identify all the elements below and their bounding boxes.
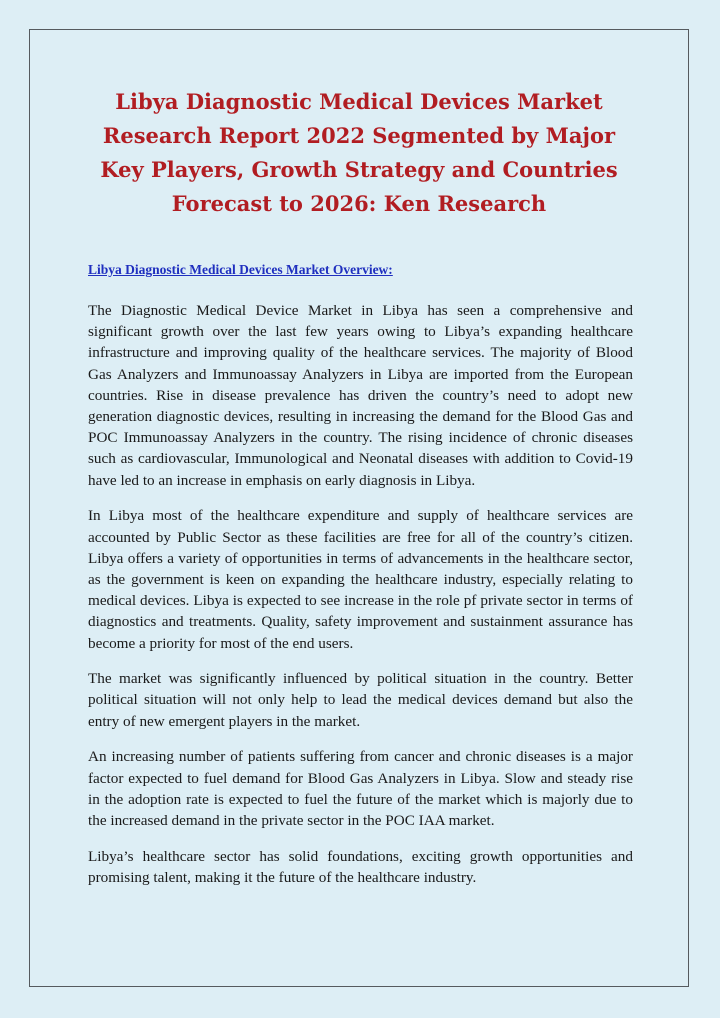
document-title: Libya Diagnostic Medical Devices Market Research Report 2022 Segmented by Major Key Players, Growth Strategy and Countries Forecast to 2026: Ken Research xyxy=(100,89,618,216)
paragraph: In Libya most of the healthcare expenditure and supply of healthcare services are accounted by Public Sector as these facilities are free for all of the country’s citizen. Libya offers a variety of opportunities in terms of advancements in the healthcare sector, as the government is keen on expanding the healthcare industry, especially relating to medical devices. Libya is expected to see increase in the role pf private sector in terms of diagnostics and treatments. Quality, safety improvement and sustainment assurance has become a priority for most of the end users. xyxy=(88,507,633,652)
paragraph: The market was significantly influenced by political situation in the country. Better political situation will not only help to lead the medical devices demand but also the entry of new emergent players in the market. xyxy=(88,670,633,730)
paragraph: Libya’s healthcare sector has solid foundations, exciting growth opportunities and promising talent, making it the future of the healthcare industry. xyxy=(88,847,633,886)
paragraph: An increasing number of patients suffering from cancer and chronic diseases is a major factor expected to fuel demand for Blood Gas Analyzers in Libya. Slow and steady rise in the adoption rate is expected to fuel the future of the market which is majorly due to the increased demand in the private sector in the POC IAA market. xyxy=(88,748,633,829)
paragraph: The Diagnostic Medical Device Market in Libya has seen a comprehensive and significant growth over the last few years owing to Libya’s expanding healthcare infrastructure and improving quality of the healthcare services. The majority of Blood Gas Analyzers and Immunoassay Analyzers in Libya are imported from the European countries. Rise in disease prevalence has driven the country’s need to adopt new generation diagnostic devices, resulting in increasing the demand for the Blood Gas and POC Immunoassay Analyzers in the country. The rising incidence of chronic diseases such as cardiovascular, Immunological and Neonatal diseases with addition to Covid-19 have led to an increase in emphasis on early diagnosis in Libya. xyxy=(88,302,633,489)
document-body xyxy=(88,300,633,903)
document-page xyxy=(29,29,689,987)
section-heading-link[interactable]: Libya Diagnostic Medical Devices Market Overview: xyxy=(88,262,393,277)
